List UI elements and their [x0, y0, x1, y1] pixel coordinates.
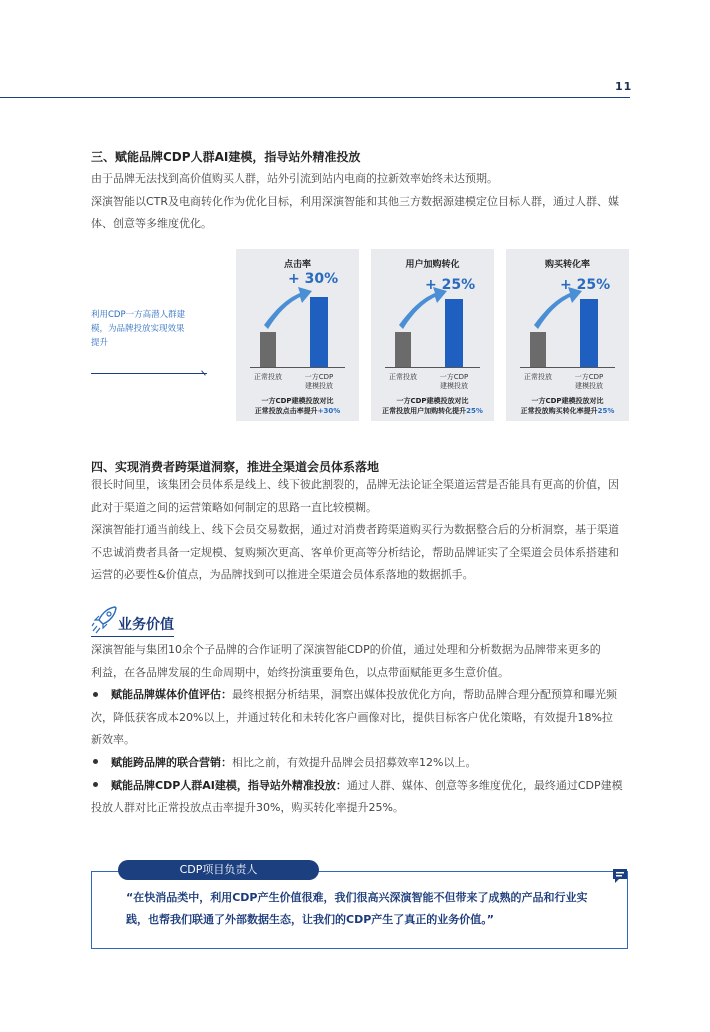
bullet-3-text-b: 投放人群对比正常投放点击率提升30%，购买转化率提升25%。 [91, 801, 404, 815]
chart-caption-line2 [506, 406, 629, 416]
section4-p2b: 不忠诚消费者具备一定规模、复购频次更高、客单价更高等分析结论，帮助品牌证实了全渠道会员体系搭建和 [91, 545, 619, 559]
header-rule [0, 97, 630, 98]
bar-normal [530, 332, 546, 367]
chat-bubble-icon [611, 867, 629, 885]
business-body [91, 639, 651, 820]
tick-label: 正常投放 [389, 373, 417, 381]
rocket-icon [91, 604, 119, 634]
sidenote-line1: 利用CDP一方高潜人群建 [91, 310, 186, 320]
chart-card-2 [371, 249, 494, 421]
bullet-3-text-a: 通过人群、媒体、创意等多维度优化，最终通过CDP建模 [346, 778, 623, 792]
bullet-2 [91, 752, 651, 775]
quote-text [126, 887, 616, 931]
chart-caption-line1: 一方CDP建模投放对比 [531, 397, 604, 405]
section4-p2c: 运营的必要性&价值点，为品牌找到可以推进全渠道会员体系落地的数据抓手。 [91, 568, 474, 582]
caption-prefix: 正常投放用户加购转化提升 [382, 407, 467, 415]
bullet-3-label: 赋能品牌CDP人群AI建模，指导站外精准投放： [111, 778, 347, 792]
chart-sidenote [91, 308, 216, 350]
bullet-1-text-b: 次，降低获客成本20%以上，并通过转化和未转化客户画像对比，提供目标客户优化策略，有效提升18%拉 [91, 710, 613, 724]
section4-p1a: 很长时间里，该集团会员体系是线上、线下彼此割裂的，品牌无法论证全渠道运营是否能具有更高的价值，因 [91, 478, 619, 491]
bullet-1-label: 赋能品牌媒体价值评估： [111, 688, 232, 702]
bullet-2-label: 赋能跨品牌的联合营销： [111, 755, 232, 769]
quote-line2: 践，也帮我们联通了外部数据生态，让我们的CDP产生了真正的业务价值。” [126, 913, 494, 926]
business-intro-a: 深演智能与集团10余个子品牌的合作证明了深演智能CDP的价值，通过处理和分析数据为品牌带来更多的 [91, 643, 601, 656]
bullet-2-text: 相比之前，有效提升品牌会员招募效率12%以上。 [232, 755, 477, 769]
chart-caption-line2 [236, 406, 359, 416]
caption-prefix: 正常投放购买转化率提升 [520, 407, 598, 415]
section4-p2a: 深演智能打通当前线上、线下会员交易数据，通过对消费者跨渠道购买行为数据整合后的分析洞察，基于渠道 [91, 523, 619, 537]
tick-label: 正常投放 [524, 373, 552, 381]
uplift-value: + 30% [288, 271, 339, 287]
uplift-value: + 25% [425, 277, 476, 293]
section4-p1b: 此对于渠道之间的运营策略如何制定的思路一直比较模糊。 [91, 500, 377, 514]
chart-caption-line1: 一方CDP建模投放对比 [261, 397, 334, 405]
section3-p2b: 体、创意等多维度优化。 [91, 217, 212, 231]
section3-p2a: 深演智能以CTR及电商转化作为优化目标，利用深演智能和其他三方数据源建模定位目标人群，通过人群、媒 [91, 194, 620, 208]
bullet-dot [93, 759, 98, 764]
tick-label: 一方CDP 建模投放 [304, 373, 334, 390]
bullet-1-text-c: 新效率。 [91, 733, 135, 747]
business-intro-b: 利益，在各品牌发展的生命周期中，始终扮演重要角色，以点带面赋能更多生意价值。 [91, 665, 509, 679]
bullet-3 [91, 775, 651, 798]
bar-cdp [445, 299, 463, 367]
caption-value: 25% [597, 407, 615, 415]
tick-label: 正常投放 [254, 373, 282, 381]
section3-heading: 三、赋能品牌CDP人群AI建模，指导站外精准投放 [91, 150, 361, 164]
business-value-title: 业务价值 [118, 617, 174, 633]
section3-p1: 由于品牌无法找到高价值购买人群，站外引流到站内电商的拉新效率始终未达预期。 [91, 172, 498, 185]
chart-caption-line1: 一方CDP建模投放对比 [396, 397, 469, 405]
page-number: 11 [615, 80, 633, 93]
chart-title: 点击率 [283, 260, 311, 270]
section3-body [91, 168, 651, 236]
chart-title: 购买转化率 [544, 260, 590, 270]
business-value-rule [91, 636, 174, 637]
x-axis [385, 367, 480, 368]
bar-normal [395, 332, 411, 367]
sidenote-line3: 提升 [91, 338, 109, 348]
bullet-dot [93, 782, 98, 787]
quote-author-tab: CDP项目负责人 [118, 860, 319, 880]
tick-label: 一方CDP 建模投放 [574, 373, 604, 390]
chart-card-3 [506, 249, 629, 421]
caption-prefix: 正常投放点击率提升 [254, 407, 318, 415]
bullet-dot [93, 692, 98, 697]
chart-card-1 [236, 249, 359, 421]
bar-cdp [310, 297, 328, 367]
bullet-1-text-a: 最终根据分析结果，洞察出媒体投放优化方向，帮助品牌合理分配预算和曝光频 [232, 688, 617, 702]
tick-label: 一方CDP 建模投放 [439, 373, 469, 390]
bar-normal [260, 332, 276, 367]
x-axis [520, 367, 615, 368]
bullet-1 [91, 684, 651, 707]
caption-value: +30% [317, 407, 341, 415]
chart-title: 用户加购转化 [405, 260, 460, 270]
section4-body [91, 474, 651, 587]
sidenote-line2: 模，为品牌投放实现效果 [91, 324, 185, 334]
quote-line1: “在快消品类中，利用CDP产生价值很难，我们很高兴深演智能不但带来了成熟的产品和行业实 [126, 891, 588, 904]
chart-caption-line2 [371, 406, 494, 416]
caption-value: 25% [466, 407, 483, 415]
section4-heading: 四、实现消费者跨渠道洞察，推进全渠道会员体系落地 [91, 460, 380, 474]
sidenote-rule [91, 373, 207, 374]
bar-cdp [580, 299, 598, 367]
uplift-value: + 25% [560, 277, 611, 293]
x-axis [250, 367, 345, 368]
